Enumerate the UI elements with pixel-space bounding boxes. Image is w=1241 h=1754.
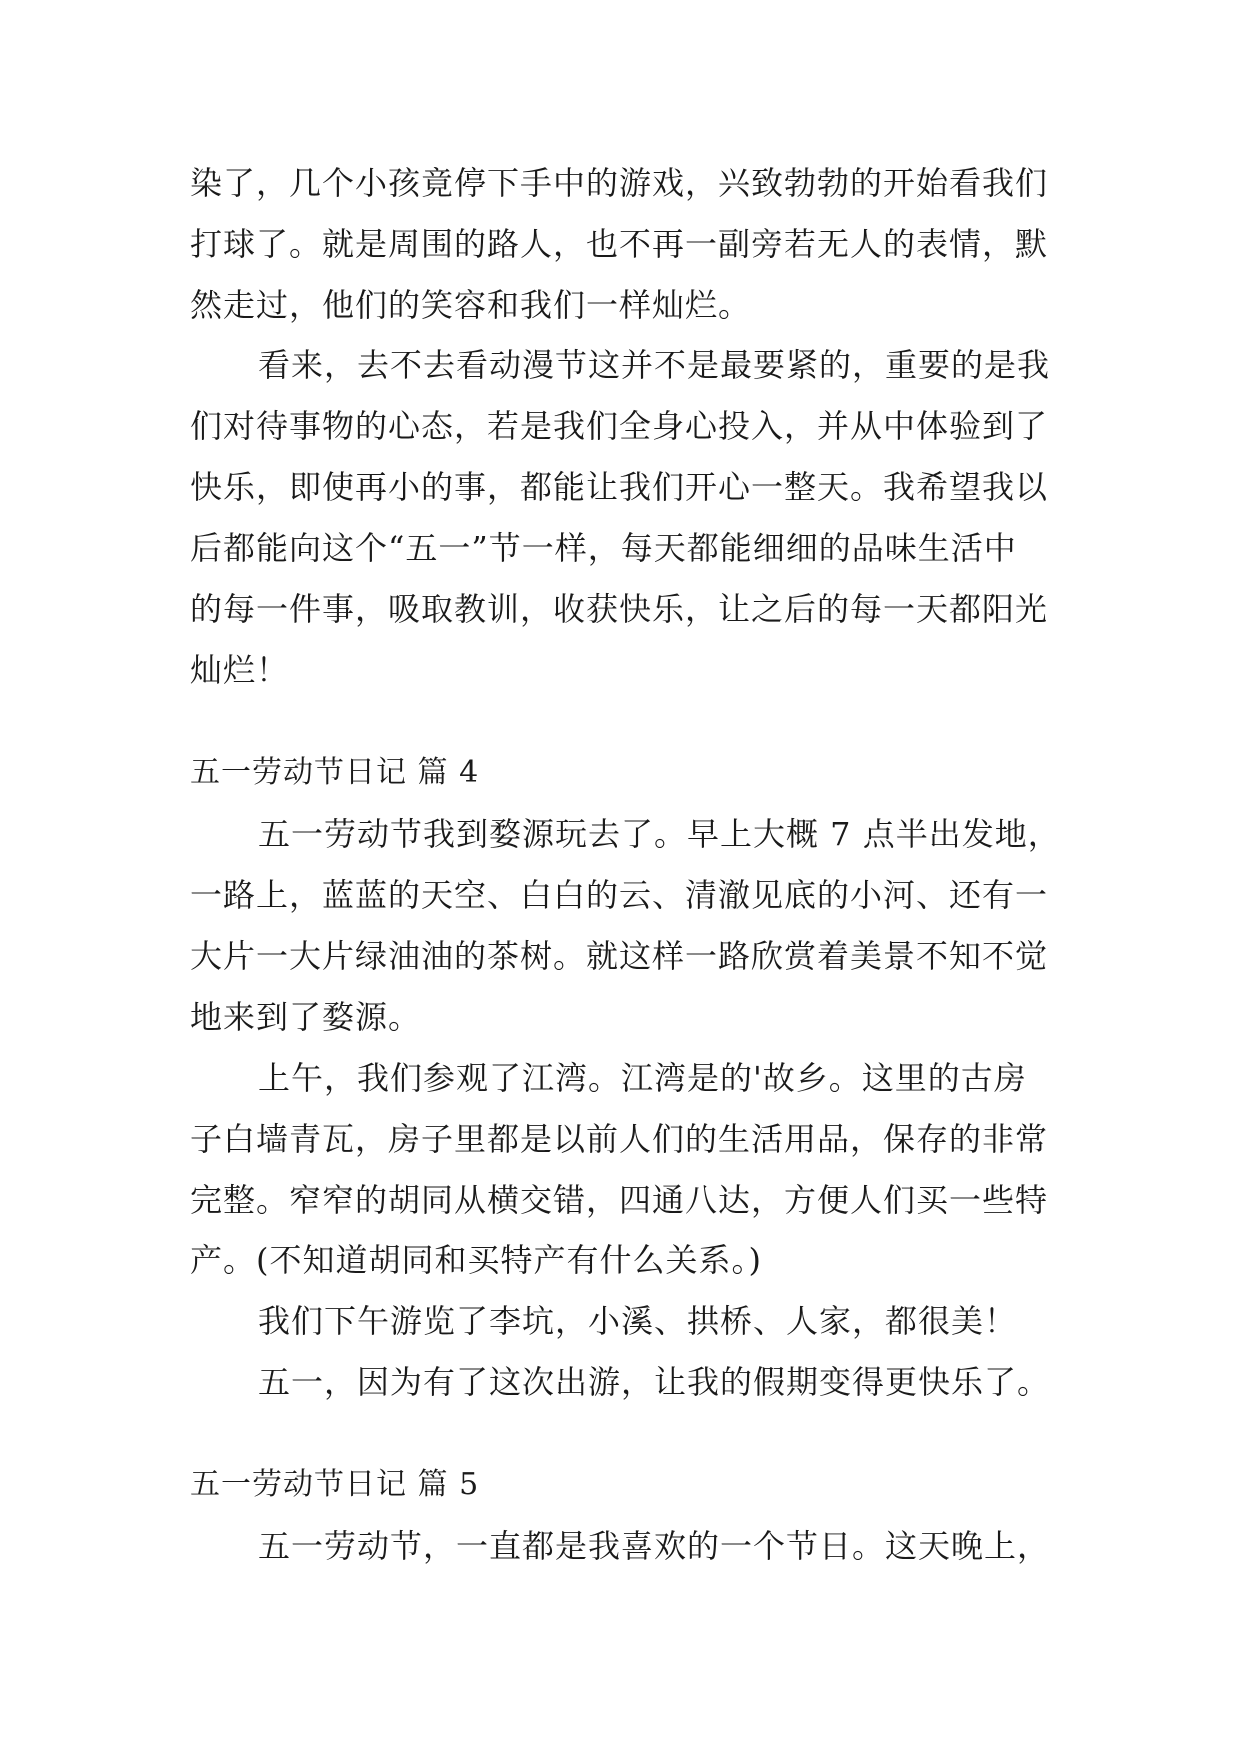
paragraph-line: 们对待事物的心态，若是我们全身心投入，并从中体验到了 [190,407,1049,445]
paragraph-line: 大片一大片绿油油的茶树。就这样一路欣赏着美景不知不觉 [190,937,1049,975]
section-title: 五一劳动节日记 篇 4 [190,755,480,790]
paragraph-line: 的每一件事，吸取教训，收获快乐，让之后的每一天都阳光 [190,590,1049,628]
paragraph-line: 快乐，即使再小的事，都能让我们开心一整天。我希望我以 [190,468,1049,506]
section-title: 五一劳动节日记 篇 5 [190,1467,480,1502]
paragraph-line: 五一劳动节，一直都是我喜欢的一个节日。这天晚上， [258,1527,1051,1565]
paragraph-line: 一路上，蓝蓝的天空、白白的云、清澈见底的小河、还有一 [190,876,1049,914]
paragraph-line: 染了，几个小孩竟停下手中的游戏，兴致勃勃的开始看我们 [190,164,1049,202]
paragraph-line: 后都能向这个“五一”节一样，每天都能细细的品味生活中 [190,529,1017,567]
paragraph-line: 产。(不知道胡同和买特产有什么关系。) [190,1241,762,1279]
paragraph-line: 五一劳动节我到婺源玩去了。早上大概 7 点半出发地， [258,815,1061,853]
paragraph-line: 看来，去不去看动漫节这并不是最要紧的，重要的是我 [258,346,1051,384]
paragraph-line: 我们下午游览了李坑，小溪、拱桥、人家，都很美！ [258,1302,1018,1340]
paragraph-line: 地来到了婺源。 [190,998,422,1036]
paragraph-line: 完整。窄窄的胡同从横交错，四通八达，方便人们买一些特 [190,1181,1049,1219]
paragraph-line: 上午，我们参观了江湾。江湾是的'故乡。这里的古房 [258,1059,1027,1097]
paragraph-line: 子白墙青瓦，房子里都是以前人们的生活用品，保存的非常 [190,1120,1049,1158]
paragraph-line: 打球了。就是周围的路人，也不再一副旁若无人的表情，默 [190,225,1049,263]
paragraph-line: 五一，因为有了这次出游，让我的假期变得更快乐了。 [258,1363,1051,1401]
paragraph-line: 灿烂！ [190,651,290,689]
paragraph-line: 然走过，他们的笑容和我们一样灿烂。 [190,286,752,324]
